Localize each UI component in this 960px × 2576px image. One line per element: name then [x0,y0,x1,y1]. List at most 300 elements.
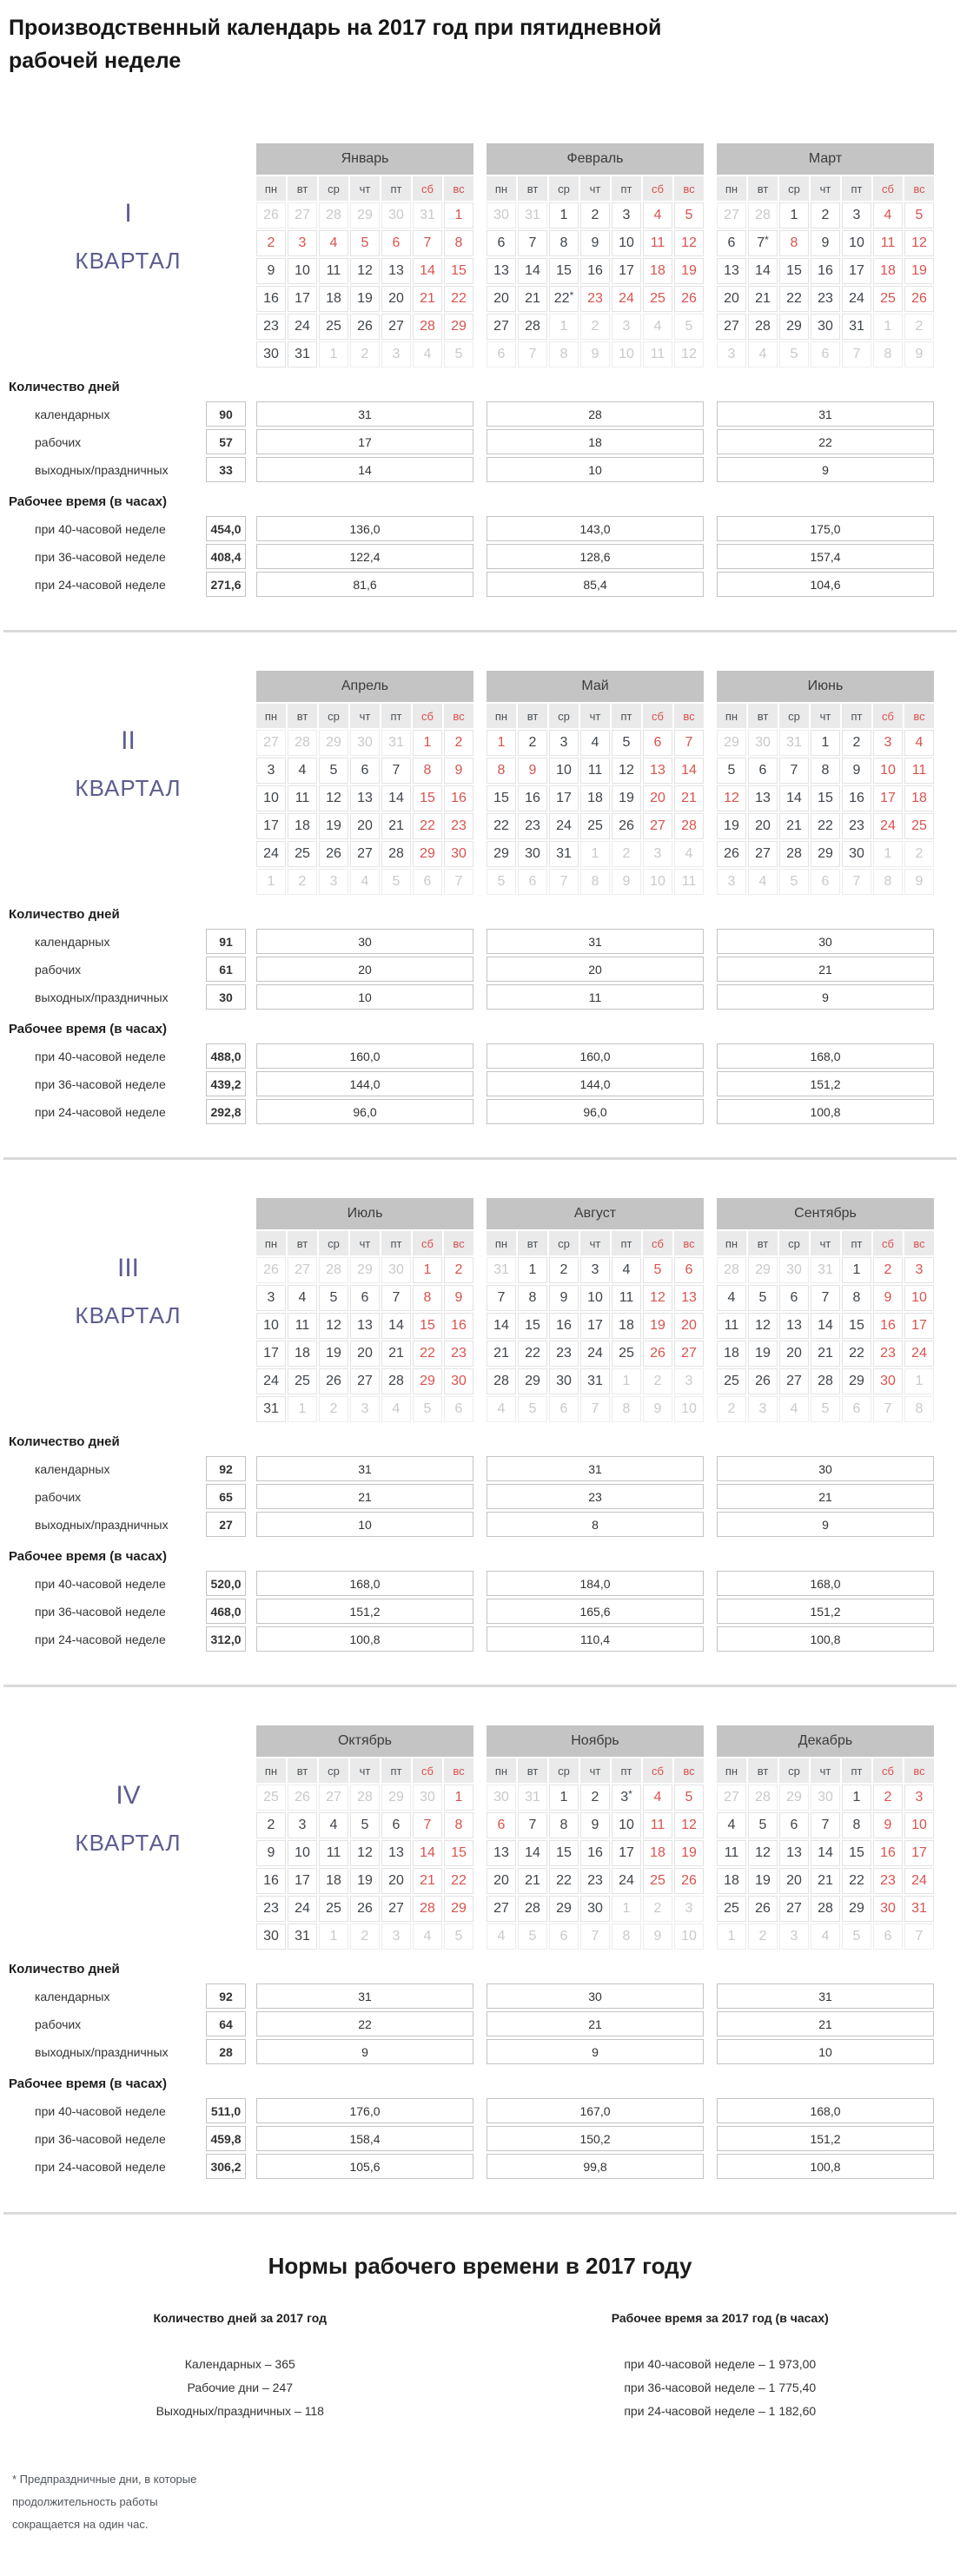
day-cell: 7 [674,730,704,756]
quarter-stats [0,1962,960,2179]
stat-month-box: 157,4 [717,544,934,569]
day-cell: 4 [413,1924,442,1950]
weekday-header-cell: вт [748,1231,778,1255]
quarters-container [0,143,960,2215]
weekday-header-cell: пн [717,1231,746,1255]
norms-columns [0,2311,960,2423]
weekday-header-row [487,1231,704,1255]
day-cell: 28 [413,314,442,340]
stat-month-box: 21 [717,2011,934,2036]
weekday-header-row [487,176,704,201]
day-cell: 25 [256,1785,286,1811]
day-cell: 1 [904,1368,934,1394]
day-cell: 19 [674,1840,704,1866]
day-cell: 7 [413,1812,442,1838]
quarter-separator [3,1157,957,1160]
stat-quarter-total-box: 312,0 [206,1626,246,1652]
day-cell: 30 [256,1924,286,1950]
day-cell: 1 [717,1924,746,1950]
weekday-header-cell: пн [487,176,516,201]
day-cell: 27 [717,202,746,228]
day-cell: 27 [381,1896,411,1922]
day-cell: 31 [381,730,411,756]
day-cell: 21 [811,1868,840,1894]
stat-quarter-total-box: 520,0 [206,1571,246,1596]
day-cell: 18 [873,258,903,284]
weekday-header-row [256,176,473,201]
day-cell: 14 [811,1313,840,1339]
day-cell: 3 [904,1257,934,1283]
day-cell: 27 [319,1785,348,1811]
day-cell: 30 [487,1785,516,1811]
day-cell: 8 [549,341,579,368]
day-cell: 28 [779,841,809,867]
stat-row-label: при 36-часовой неделе [0,1599,206,1624]
day-cell: 9 [518,758,547,784]
day-cell: 7 * [748,230,778,256]
day-cell: 16 [842,785,871,811]
day-cell: 14 [518,1840,547,1866]
day-cell: 7 [904,1924,934,1950]
day-cell: 3 [904,1785,934,1811]
stat-month-box: 184,0 [487,1571,704,1596]
day-cell: 4 [748,869,778,895]
day-cell: 1 [842,1785,871,1811]
stat-month-box: 9 [717,984,934,1010]
day-cell: 1 [319,1924,348,1950]
day-cell: 11 [674,869,704,895]
stat-row [0,984,960,1010]
month-name: Сентябрь [717,1198,934,1229]
stat-month-box: 22 [717,429,934,454]
day-cell: 22 [444,286,473,312]
day-cell: 29 [350,202,380,228]
day-cell: 3 [612,202,641,228]
day-cell: 11 [717,1840,746,1866]
day-cell: 25 [643,286,672,312]
stat-month-box: 10 [256,984,473,1010]
day-cell: 9 [580,1812,610,1838]
day-cell: 5 [674,202,704,228]
day-cell: 4 [643,1785,672,1811]
day-cell: 3 [779,1924,809,1950]
day-cell: 28 [717,1257,746,1283]
day-cell: 11 [612,1285,641,1311]
production-calendar-page [0,12,960,2576]
day-cell: 18 [580,785,610,811]
day-cell: 26 [674,1868,704,1894]
weekday-header-cell: вт [518,1758,547,1783]
stat-month-box: 9 [487,2039,704,2064]
day-cell: 25 [319,1896,348,1922]
day-cell: 3 [717,341,746,368]
day-cell: 3 [256,758,286,784]
weekday-header-cell: сб [643,176,672,201]
day-cell: 24 [904,1868,934,1894]
day-cell: 17 [904,1313,934,1339]
day-cell: 2 [350,341,380,368]
day-cell: 11 [873,230,903,256]
day-cell: 12 [350,258,380,284]
weekday-header-cell: пн [256,176,286,201]
quarter-label [0,671,256,799]
day-cell: 26 [350,1896,380,1922]
month-calendar [487,143,704,368]
day-cell: 23 [549,1341,579,1367]
quarter-numeral: III [0,1255,256,1281]
stat-row [0,1071,960,1096]
day-cell: 14 [748,258,778,284]
day-cell: 7 [779,758,809,784]
day-cell: 17 [842,258,871,284]
day-cell: 29 [842,1368,871,1394]
stat-quarter-total-box: 61 [206,957,246,982]
weekday-header-cell: чт [811,1758,840,1783]
day-cell: 6 [811,869,840,895]
day-cell: 12 [350,1840,380,1866]
stat-quarter-total-box: 292,8 [206,1099,246,1124]
norms-hours-item: при 36-часовой неделе – 1 775,40 [480,2376,960,2400]
day-cell: 19 [674,258,704,284]
day-cell: 10 [904,1285,934,1311]
quarter-numeral: IV [0,1783,256,1809]
norms-hours-item: при 40-часовой неделе – 1 973,00 [480,2353,960,2376]
day-cell: 16 [811,258,840,284]
day-cell: 12 [904,230,934,256]
weekday-header-cell: вт [288,704,317,728]
day-cell: 13 [350,785,380,811]
day-cell: 23 [842,813,871,839]
day-cell: 3 [288,1812,317,1838]
day-cell: 2 [350,1924,380,1950]
day-cell: 8 [580,869,610,895]
day-cell: 9 [580,230,610,256]
stat-row-label: при 24-часовой неделе [0,1626,206,1652]
day-cell: 29 [779,1785,809,1811]
weekday-header-cell: вс [674,176,704,201]
day-cell: 31 [580,1368,610,1394]
day-cell: 8 [873,869,903,895]
day-cell: 28 [413,1896,442,1922]
stat-row-label: календарных [0,1456,206,1481]
day-cell: 6 [549,1924,579,1950]
weekday-header-cell: пт [381,1758,411,1783]
day-cell: 29 [518,1368,547,1394]
day-cell: 12 [674,1812,704,1838]
day-cell: 14 [779,785,809,811]
quarter-label [0,1725,256,1854]
stat-month-box: 28 [487,401,704,427]
days-grid [256,1785,473,1950]
day-cell: 8 [518,1285,547,1311]
weekday-header-cell: вт [518,1231,547,1255]
norms-days-column [0,2311,480,2423]
stat-month-box: 144,0 [256,1071,473,1096]
stat-month-box: 11 [487,984,704,1010]
weekday-header-cell: вс [444,176,473,201]
day-cell: 2 [580,314,610,340]
day-cell: 27 [748,841,778,867]
day-cell: 4 [717,1812,746,1838]
day-cell: 12 [717,785,746,811]
day-cell: 24 [612,286,641,312]
day-cell: 5 [674,1785,704,1811]
day-cell: 27 [288,202,317,228]
stat-month-box: 160,0 [487,1043,704,1069]
weekday-header-cell: ср [549,704,579,728]
day-cell: 11 [643,341,672,368]
day-cell: 31 [487,1257,516,1283]
day-cell: 24 [256,841,286,867]
weekday-header-cell: пт [381,1231,411,1255]
day-cell: 15 [444,1840,473,1866]
day-cell: 3 [256,1285,286,1311]
day-cell: 19 [904,258,934,284]
stat-quarter-total-box: 439,2 [206,1071,246,1096]
day-cell: 27 [350,1368,380,1394]
day-cell: 29 [381,1785,411,1811]
day-cell: 17 [256,813,286,839]
day-cell: 4 [717,1285,746,1311]
day-cell: 2 [873,1257,903,1283]
stat-row [0,929,960,954]
weekday-header-cell: пт [842,1758,871,1783]
day-cell: 13 [350,1313,380,1339]
day-cell: 31 [811,1257,840,1283]
stat-month-box: 122,4 [256,544,473,569]
stat-row [0,516,960,541]
day-cell: 19 [319,1341,348,1367]
day-cell: 17 [612,1840,641,1866]
stat-quarter-total-box: 65 [206,1484,246,1509]
day-cell: 14 [674,758,704,784]
day-cell: 10 [904,1812,934,1838]
day-cell: 9 [256,258,286,284]
day-cell: 28 [381,841,411,867]
month-calendar [487,671,704,895]
day-cell: 13 [487,1840,516,1866]
stat-row [0,1099,960,1124]
day-cell: 13 [381,258,411,284]
day-cell: 3 [748,1396,778,1422]
day-cell: 2 [811,202,840,228]
norms-title: Нормы рабочего времени в 2017 году [0,2253,960,2280]
day-cell: 3 [674,1896,704,1922]
day-cell: 20 [350,813,380,839]
day-cell: 4 [381,1396,411,1422]
day-cell: 27 [717,1785,746,1811]
day-cell: 13 [748,785,778,811]
day-cell: 8 [444,230,473,256]
stat-quarter-total-box: 57 [206,429,246,454]
months-row [256,143,934,368]
norms-days-header: Количество дней за 2017 год [0,2311,480,2325]
stat-month-box: 9 [256,2039,473,2064]
stat-month-box: 168,0 [256,1571,473,1596]
day-cell: 26 [748,1368,778,1394]
day-cell: 27 [779,1896,809,1922]
days-grid [256,730,473,895]
day-cell: 18 [288,813,317,839]
weekday-header-cell: сб [873,1231,903,1255]
day-cell: 28 [319,202,348,228]
norms-days-list [0,2353,480,2423]
day-cell: 30 [381,1257,411,1283]
stat-month-box: 20 [487,957,704,982]
stat-row [0,1456,960,1481]
day-cell: 18 [717,1868,746,1894]
weekday-header-cell: пн [717,176,746,201]
day-cell: 12 [319,1313,348,1339]
stat-month-box: 21 [717,957,934,982]
stat-month-box: 100,8 [717,1099,934,1124]
day-cell: 1 [873,314,903,340]
weekday-header-cell: пн [256,1758,286,1783]
stat-row [0,957,960,982]
day-cell: 10 [842,230,871,256]
day-cell: 6 [549,1396,579,1422]
stat-month-box: 30 [487,1983,704,2009]
day-cell: 25 [288,1368,317,1394]
month-calendar [717,1198,934,1422]
stat-month-box: 8 [487,1512,704,1537]
weekday-header-cell: вт [518,704,547,728]
work-time-title: Рабочее время (в часах) [9,494,960,509]
weekday-header-cell: вт [288,176,317,201]
footnote: * Предпраздничные дни, в которые продолжительность работы сокращается на один час. [12,2468,219,2536]
day-cell: 5 [748,1285,778,1311]
day-cell: 2 [444,1257,473,1283]
day-cell: 3 [873,730,903,756]
day-cell: 5 [811,1396,840,1422]
stat-month-box: 10 [256,1512,473,1537]
stat-month-box: 31 [717,401,934,427]
quarter-row [0,671,960,895]
day-cell: 10 [674,1396,704,1422]
weekday-header-cell: сб [873,704,903,728]
day-cell: 20 [748,813,778,839]
stat-month-box: 176,0 [256,2098,473,2123]
months-row [256,671,934,895]
day-cell: 7 [444,869,473,895]
day-cell: 17 [873,785,903,811]
stat-row-label: при 24-часовой неделе [0,572,206,597]
stat-month-box: 30 [717,1456,934,1481]
norms-days-item: Календарных – 365 [0,2353,480,2376]
weekday-header-cell: чт [350,1231,380,1255]
day-cell: 25 [580,813,610,839]
stat-row [0,544,960,569]
day-cell: 28 [811,1896,840,1922]
weekday-header-cell: ср [319,1758,348,1783]
weekday-header-cell: чт [580,1758,610,1783]
day-cell: 10 [674,1924,704,1950]
day-cell: 24 [612,1868,641,1894]
weekday-header-cell: чт [350,1758,380,1783]
day-cell: 2 [904,841,934,867]
day-cell: 17 [612,258,641,284]
day-cell: 15 [518,1313,547,1339]
day-cell: 31 [904,1896,934,1922]
day-cell: 18 [319,286,348,312]
day-cell: 5 [518,1924,547,1950]
day-cell: 29 [811,841,840,867]
day-cell: 2 [256,230,286,256]
day-cell: 4 [487,1924,516,1950]
weekday-header-cell: ср [779,1231,809,1255]
day-cell: 30 [350,730,380,756]
days-grid [717,1785,934,1950]
stat-month-box: 85,4 [487,572,704,597]
day-cell: 14 [381,1313,411,1339]
stat-month-box: 151,2 [717,1599,934,1624]
norms-days-item: Выходных/праздничных – 118 [0,2400,480,2423]
day-cell: 31 [549,841,579,867]
stat-month-box: 151,2 [717,1071,934,1096]
day-cell: 13 [779,1313,809,1339]
stat-quarter-total-box: 91 [206,929,246,954]
stat-month-box: 168,0 [717,2098,934,2123]
stat-month-box: 151,2 [717,2126,934,2151]
day-cell: 21 [811,1341,840,1367]
day-cell: 11 [643,1812,672,1838]
day-cell: 30 [381,202,411,228]
day-cell: 4 [904,730,934,756]
day-cell: 20 [350,1341,380,1367]
day-cell: 26 [319,841,348,867]
month-name: Январь [256,143,473,175]
month-name: Май [487,671,704,702]
weekday-header-cell: пн [487,1758,516,1783]
day-cell: 14 [381,785,411,811]
weekday-header-cell: пн [717,704,746,728]
day-cell: 16 [580,258,610,284]
day-cell: 4 [811,1924,840,1950]
day-cell: 25 [288,841,317,867]
month-name: Декабрь [717,1725,934,1757]
work-time-title: Рабочее время (в часах) [9,2076,960,2091]
day-cell: 12 [319,785,348,811]
month-calendar [717,671,934,895]
stat-month-box: 168,0 [717,1571,934,1596]
day-cell: 8 [811,758,840,784]
day-cell: 3 [319,869,348,895]
day-cell: 19 [350,286,380,312]
quarter-row [0,1725,960,1950]
day-cell: 22 [413,1341,442,1367]
day-cell: 9 [549,1285,579,1311]
day-cell: 3 [580,1257,610,1283]
day-cell: 8 [487,758,516,784]
day-cell: 5 [779,869,809,895]
norms-hours-item: при 24-часовой неделе – 1 182,60 [480,2400,960,2423]
day-cell: 23 [580,1868,610,1894]
stat-month-box: 31 [717,1983,934,2009]
day-cell: 15 [549,1840,579,1866]
day-cell: 20 [643,785,672,811]
day-cell: 5 [444,1924,473,1950]
day-cell: 4 [319,1812,348,1838]
stat-month-box: 20 [256,957,473,982]
stat-quarter-total-box: 28 [206,2039,246,2064]
day-cell: 21 [674,785,704,811]
day-cell: 2 [643,1368,672,1394]
day-cell: 1 [444,1785,473,1811]
quarter-row [0,143,960,368]
stat-row [0,429,960,454]
day-cell: 20 [674,1313,704,1339]
norms-days-item: Рабочие дни – 247 [0,2376,480,2400]
